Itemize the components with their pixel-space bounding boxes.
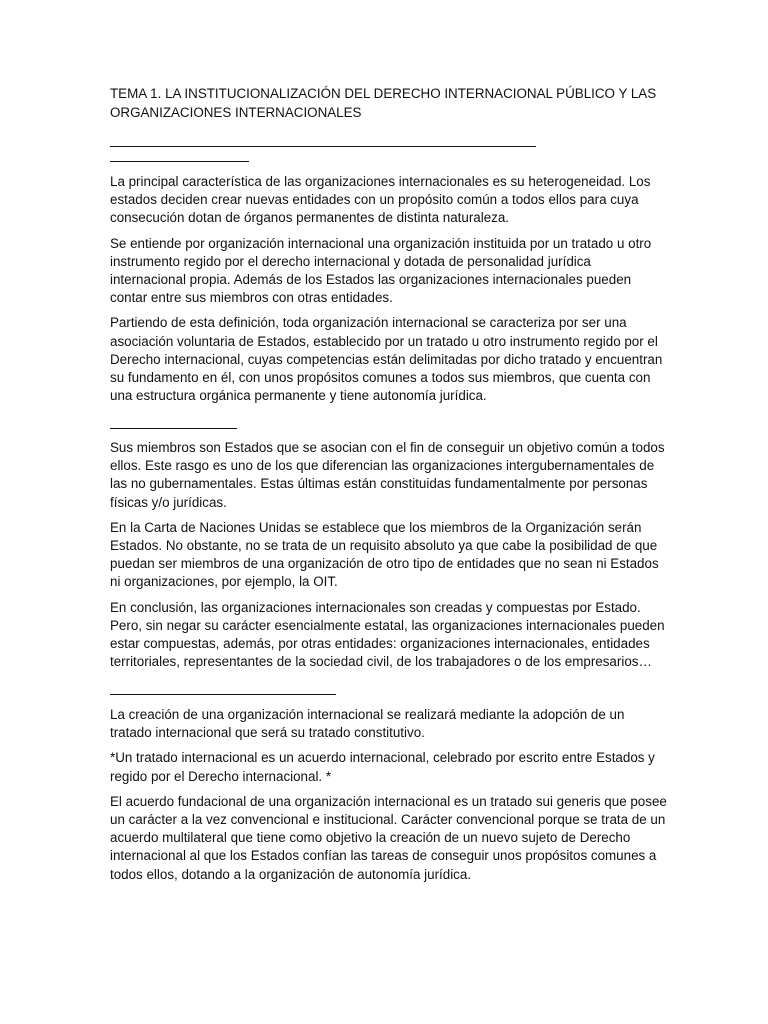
blank-rule-long [110, 146, 536, 147]
blank-rule-heading-3 [110, 694, 336, 695]
paragraph: La creación de una organización internacional se realizará mediante la adopción de un tratado internacional que será su tratado constitutivo. [110, 707, 625, 741]
blank-rule-heading-2 [110, 428, 237, 429]
paragraph: *Un tratado internacional es un acuerdo internacional, celebrado por escrito entre Estados y regido por el Derecho internacional. * [110, 750, 655, 784]
paragraph: En la Carta de Naciones Unidas se establece que los miembros de la Organización serán Estados. No obstante, no se trata de un requisito absoluto ya que cabe la posibilidad de que puedan ser miembros de una organización de otro tipo de entidades que no sean ni Estados ni organizaciones, por ejemplo, la OIT. [110, 519, 659, 590]
section-members [110, 439, 668, 678]
paragraph: En conclusión, las organizaciones internacionales son creadas y compuestas por Estado. Pero, sin negar su carácter esencialmente estatal, las organizaciones internacionales pueden estar compuestas, además, por otras entidades: organizaciones internacionales, entidades territoriales, representantes de la sociedad civil, de los trabajadores o de los empresarios… [110, 599, 665, 670]
section-creation [110, 706, 668, 891]
blank-rule-short [110, 161, 249, 162]
section-characteristics [110, 173, 668, 412]
paragraph: El acuerdo fundacional de una organización internacional es un tratado sui generis que posee un carácter a la vez convencional e institucional. Carácter convencional porque se trata de un acuerdo multilateral que tiene como objetivo la creación de un nuevo sujeto de Derecho internacional al que los Estados confían las tareas de conseguir unos propósitos comunes a todos ellos, dotando a la organización de autonomía jurídica. [110, 793, 667, 882]
document-title: TEMA 1. LA INSTITUCIONALIZACIÓN DEL DERECHO INTERNACIONAL PÚBLICO Y LAS ORGANIZACIONES INTERNACIONALES [110, 86, 657, 120]
paragraph: Se entiende por organización internacional una organización instituida por un tratado u otro instrumento regido por el derecho internacional y dotada de personalidad jurídica internacional propia. Además de los Estados las organizaciones internacionales pueden contar entre sus miembros con otras entidades. [110, 235, 652, 306]
paragraph: La principal característica de las organizaciones internacionales es su heterogeneidad. Los estados deciden crear nuevas entidades con un propósito común a todos ellos para cuya consecución dotan de órganos permanentes de distinta naturaleza. [110, 174, 651, 226]
paragraph: Partiendo de esta definición, toda organización internacional se caracteriza por ser una asociación voluntaria de Estados, establecido por un tratado u otro instrumento regido por el Derecho internacional, cuyas competencias están delimitadas por dicho tratado y encuentran su fundamento en él, con unos propósitos comunes a todos sus miembros, que cuenta con una estructura orgánica permanente y tiene autonomía jurídica. [110, 315, 663, 404]
paragraph: Sus miembros son Estados que se asocian con el fin de conseguir un objetivo común a todos ellos. Este rasgo es uno de los que diferencian las organizaciones intergubernamentales de las no gubernamentales. Estas últimas están constituidas fundamentalmente por personas físicas y/o jurídicas. [110, 440, 665, 510]
